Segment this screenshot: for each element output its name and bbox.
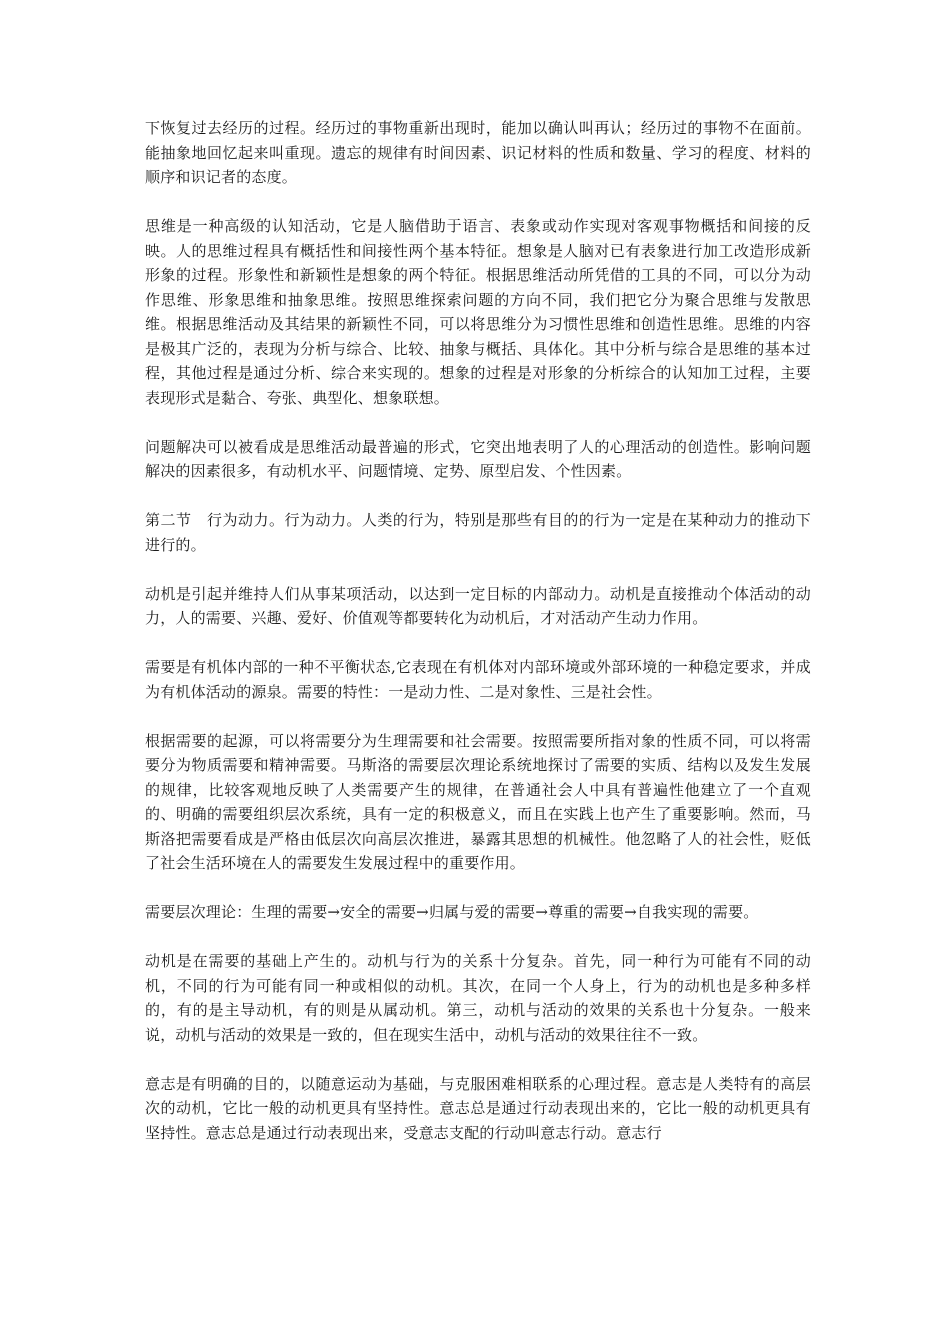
paragraph-needs: 需要是有机体内部的一种不平衡状态,它表现在有机体对内部环境或外部环境的一种稳定要求，并成为有机体活动的源泉。需要的特性：一是动力性、二是对象性、三是社会性。 bbox=[145, 658, 811, 701]
paragraph-motivation: 动机是引起并维持人们从事某项活动，以达到一定目标的内部动力。动机是直接推动个体活动的动力，人的需要、兴趣、爱好、价值观等都要转化为动机后，才对活动产生动力作用。 bbox=[145, 584, 811, 627]
paragraph-problem-solving: 问题解决可以被看成是思维活动最普遍的形式，它突出地表明了人的心理活动的创造性。影响问题解决的因素很多，有动机水平、问题情境、定势、原型启发、个性因素。 bbox=[145, 437, 811, 480]
paragraph-thinking: 思维是一种高级的认知活动，它是人脑借助于语言、表象或动作实现对客观事物概括和间接的反映。人的思维过程具有概括性和间接性两个基本特征。想象是人脑对已有表象进行加工改造形成新形象的过程。形象性和新颖性是想象的两个特征。根据思维活动所凭借的工具的不同，可以分为动作思维、形象思维和抽象思维。按照思维探索问题的方向不同，我们把它分为聚合思维与发散思维。根据思维活动及其结果的新颖性不同，可以将思维分为习惯性思维和创造性思维。思维的内容是极其广泛的，表现为分析与综合、比较、抽象与概括、具体化。其中分析与综合是思维的基本过程，其他过程是通过分析、综合来实现的。想象的过程是对形象的分析综合的认知加工过程，主要表现形式是黏合、夸张、典型化、想象联想。 bbox=[145, 217, 811, 407]
paragraph-need-classification: 根据需要的起源，可以将需要分为生理需要和社会需要。按照需要所指对象的性质不同，可以将需要分为物质需要和精神需要。马斯洛的需要层次理论系统地探讨了需要的实质、结构以及发生发展的规律，比较客观地反映了人类需要产生的规律，在普通社会人中具有普遍性他建立了一个直观的、明确的需要组织层次系统，具有一定的积极意义，而且在实践上也产生了重要影响。然而，马斯洛把需要看成是严格由低层次向高层次推进，暴露其思想的机械性。他忽略了人的社会性，贬低了社会生活环境在人的需要发生发展过程中的重要作用。 bbox=[145, 731, 811, 872]
paragraph-motivation-behavior: 动机是在需要的基础上产生的。动机与行为的关系十分复杂。首先，同一种行为可能有不同的动机，不同的行为可能有同一种或相似的动机。其次，在同一个人身上，行为的动机也是多种多样的，有的是主导动机，有的则是从属动机。第三，动机与活动的效果的关系也十分复杂。一般来说，动机与活动的效果是一致的，但在现实生活中，动机与活动的效果往往不一致。 bbox=[145, 952, 811, 1044]
paragraph-will: 意志是有明确的目的，以随意运动为基础，与克服困难相联系的心理过程。意志是人类特有的高层次的动机，它比一般的动机更具有坚持性。意志总是通过行动表现出来的，它比一般的动机更具有坚持性。意志总是通过行动表现出来，受意志支配的行动叫意志行动。意志行 bbox=[145, 1074, 811, 1142]
paragraph-hierarchy-of-needs: 需要层次理论：生理的需要→安全的需要→归属与爱的需要→尊重的需要→自我实现的需要。 bbox=[145, 903, 759, 921]
document-body bbox=[145, 116, 811, 1170]
paragraph-section-two: 第二节 行为动力。行为动力。人类的行为，特别是那些有目的的行为一定是在某种动力的推动下进行的。 bbox=[145, 511, 811, 554]
paragraph-memory: 下恢复过去经历的过程。经历过的事物重新出现时，能加以确认叫再认；经历过的事物不在面前。能抽象地回忆起来叫重现。遗忘的规律有时间因素、识记材料的性质和数量、学习的程度、材料的顺序和识记者的态度。 bbox=[145, 119, 811, 186]
